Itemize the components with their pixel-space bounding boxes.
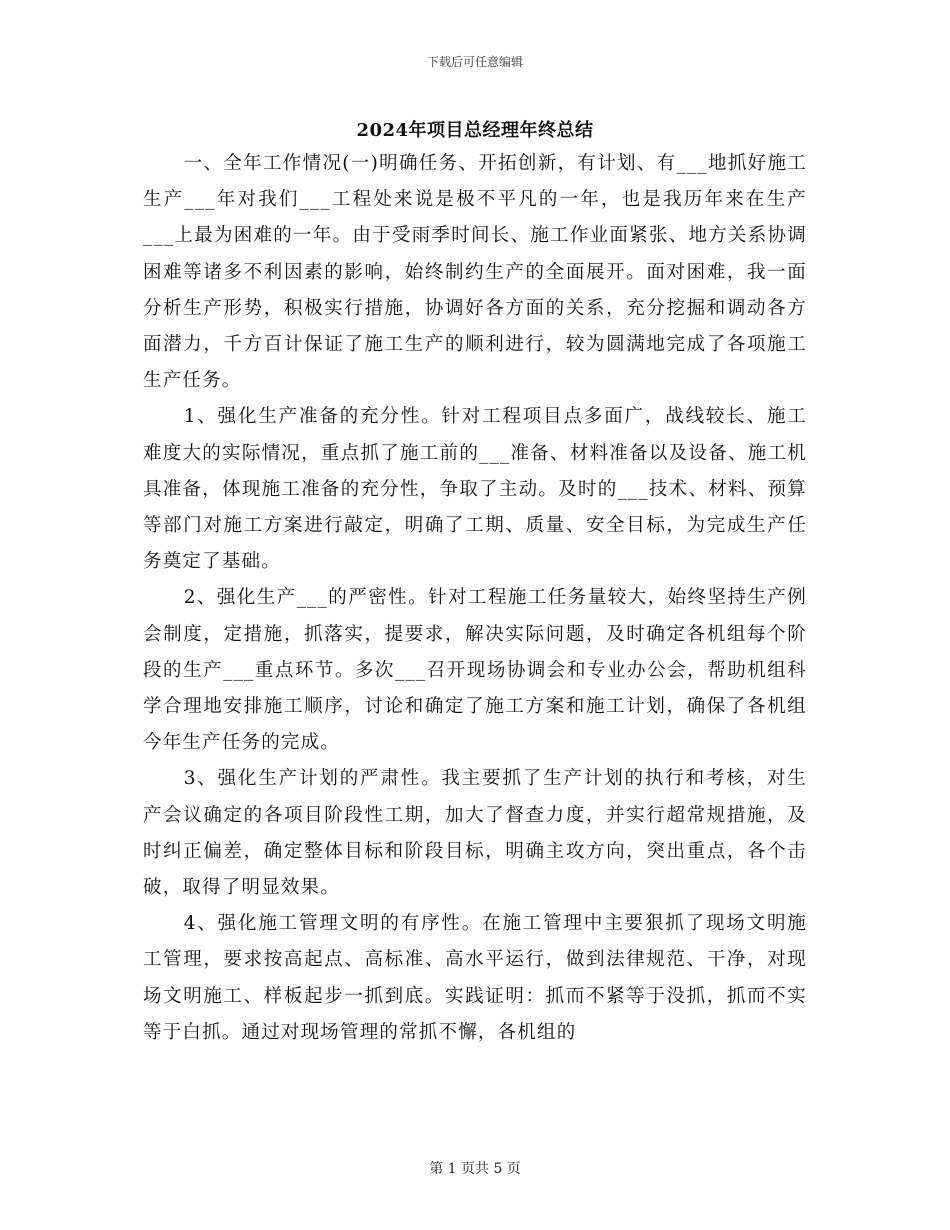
paragraph-item-3: 3、强化生产计划的严肃性。我主要抓了生产计划的执行和考核，对生产会议确定的各项目阶段性工期，加大了督查力度，并实行超常规措施，及时纠正偏差，确定整体目标和阶段目标，明确主攻方向，突出重点，各个击破，取得了明显效果。 [143,768,807,899]
document-body [143,146,807,1051]
page-footer: 第 1 页共 5 页 [429,1161,521,1177]
paragraph-item-4: 4、强化施工管理文明的有序性。在施工管理中主要狠抓了现场文明施工管理，要求按高起点、高标准、高水平运行，做到法律规范、干净，对现场文明施工、样板起步一抓到底。实践证明：抓而不紧等于没抓，抓而不实等于白抓。通过对现场管理的常抓不懈，各机组的 [143,913,807,1043]
document-title: 2024年项目总经理年终总结 [356,120,594,141]
paragraph-item-1: 1、强化生产准备的充分性。针对工程项目点多面广，战线较长、施工难度大的实际情况，重点抓了施工前的___准备、材料准备以及设备、施工机具准备，体现施工准备的充分性，争取了主动。及时的___技术、材料、预算等部门对施工方案进行敲定，明确了工期、质量、安全目标，为完成生产任务奠定了基础。 [143,406,807,573]
paragraph-overview: 一、全年工作情况(一)明确任务、开拓创新，有计划、有___地抓好施工生产___年对我们___工程处来说是极不平凡的一年，也是我历年来在生产___上最为困难的一年。由于受雨季时间长、施工作业面紧张、地方关系协调困难等诸多不利因素的影响，始终制约生产的全面展开。面对困难，我一面分析生产形势，积极实行措施，协调好各方面的关系，充分挖掘和调动各方面潜力，千方百计保证了施工生产的顺利进行，较为圆满地完成了各项施工生产任务。 [143,153,807,392]
header-note: 下载后可任意编辑 [426,55,523,69]
paragraph-item-2: 2、强化生产___的严密性。针对工程施工任务量较大，始终坚持生产例会制度，定措施，抓落实，提要求，解决实际问题，及时确定各机组每个阶段的生产___重点环节。多次___召开现场协调会和专业办公会，帮助机组科学合理地安排施工顺序，讨论和确定了施工方案和施工计划，确保了各机组今年生产任务的完成。 [143,587,807,754]
